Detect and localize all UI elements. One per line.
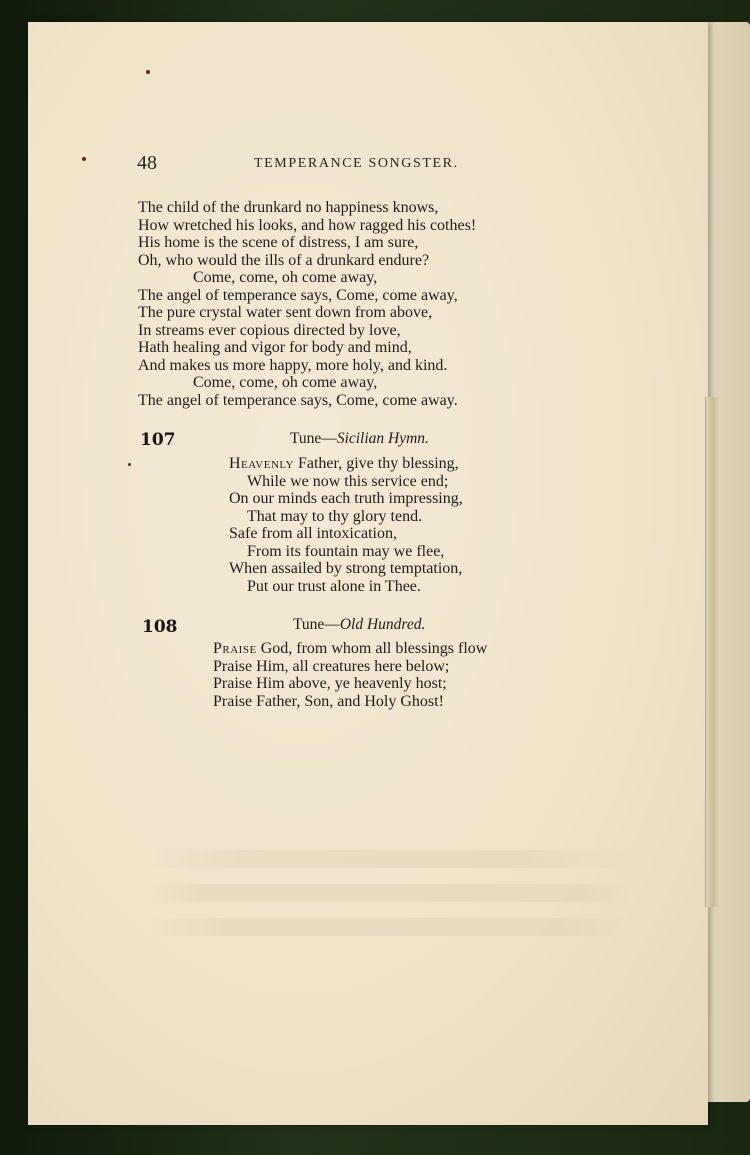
- poem-line: The angel of temperance says, Come, come away.: [138, 391, 458, 409]
- tune-prefix: Tune—: [293, 616, 340, 633]
- ink-speck: [146, 70, 150, 74]
- page-fold: [705, 397, 720, 907]
- poem-line: How wretched his looks, and how ragged his cothes!: [138, 216, 477, 234]
- first-word: Heavenly: [229, 455, 294, 472]
- first-word: Praise: [213, 640, 257, 657]
- tune-heading: [293, 616, 425, 634]
- hymn-number: 108: [142, 617, 178, 637]
- page-number: 48: [137, 152, 157, 174]
- hymn-106-stanza: [138, 199, 476, 409]
- tune-heading: [290, 430, 429, 448]
- ink-speck: [82, 157, 86, 161]
- poem-line: From its fountain may we flee,: [247, 542, 445, 560]
- poem-line: On our minds each truth impressing,: [229, 490, 463, 507]
- poem-line: Safe from all intoxication,: [229, 525, 397, 542]
- refrain-line: Come, come, oh come away,: [193, 269, 378, 286]
- poem-line: His home is the scene of distress, I am sure,: [138, 234, 419, 251]
- poem-line: When assailed by strong temptation,: [229, 560, 463, 577]
- first-line-rest: Father, give thy blessing,: [293, 455, 459, 472]
- poem-line: Praise Him above, ye heavenly host;: [213, 675, 447, 692]
- tune-name: Sicilian Hymn.: [336, 430, 429, 447]
- poem-line: The child of the drunkard no happiness knows,: [138, 199, 439, 216]
- hymn-number: 107: [140, 430, 176, 450]
- hymn-108-stanza: [213, 640, 487, 710]
- tune-prefix: Tune—: [290, 430, 337, 447]
- poem-line: Put our trust alone in Thee.: [247, 577, 421, 595]
- poem-first-line: [213, 640, 487, 658]
- tune-name: Old Hundred.: [339, 616, 426, 633]
- ink-speck: [128, 463, 131, 466]
- first-line-rest: God, from whom all blessings flow: [256, 640, 488, 657]
- poem-line: That may to thy glory tend.: [247, 507, 423, 525]
- poem-line: Hath healing and vigor for body and mind,: [138, 339, 412, 356]
- running-title: TEMPERANCE SONGSTER.: [254, 156, 459, 171]
- poem-line: Oh, who would the ills of a drunkard endure?: [138, 251, 430, 269]
- poem-line: While we now this service end;: [247, 472, 449, 490]
- poem-line: The pure crystal water sent down from above,: [138, 304, 433, 321]
- poem-line: In streams ever copious directed by love,: [138, 321, 401, 339]
- refrain-line: Come, come, oh come away,: [193, 374, 378, 391]
- poem-line: The angel of temperance says, Come, come away,: [138, 286, 458, 304]
- poem-line: And makes us more happy, more holy, and kind.: [138, 356, 448, 374]
- poem-first-line: [229, 455, 463, 473]
- hymn-107-stanza: [229, 455, 463, 595]
- poem-line: Praise Him, all creatures here below;: [213, 657, 450, 675]
- poem-line: Praise Father, Son, and Holy Ghost!: [213, 692, 444, 710]
- bleed-through-text: [150, 850, 630, 1030]
